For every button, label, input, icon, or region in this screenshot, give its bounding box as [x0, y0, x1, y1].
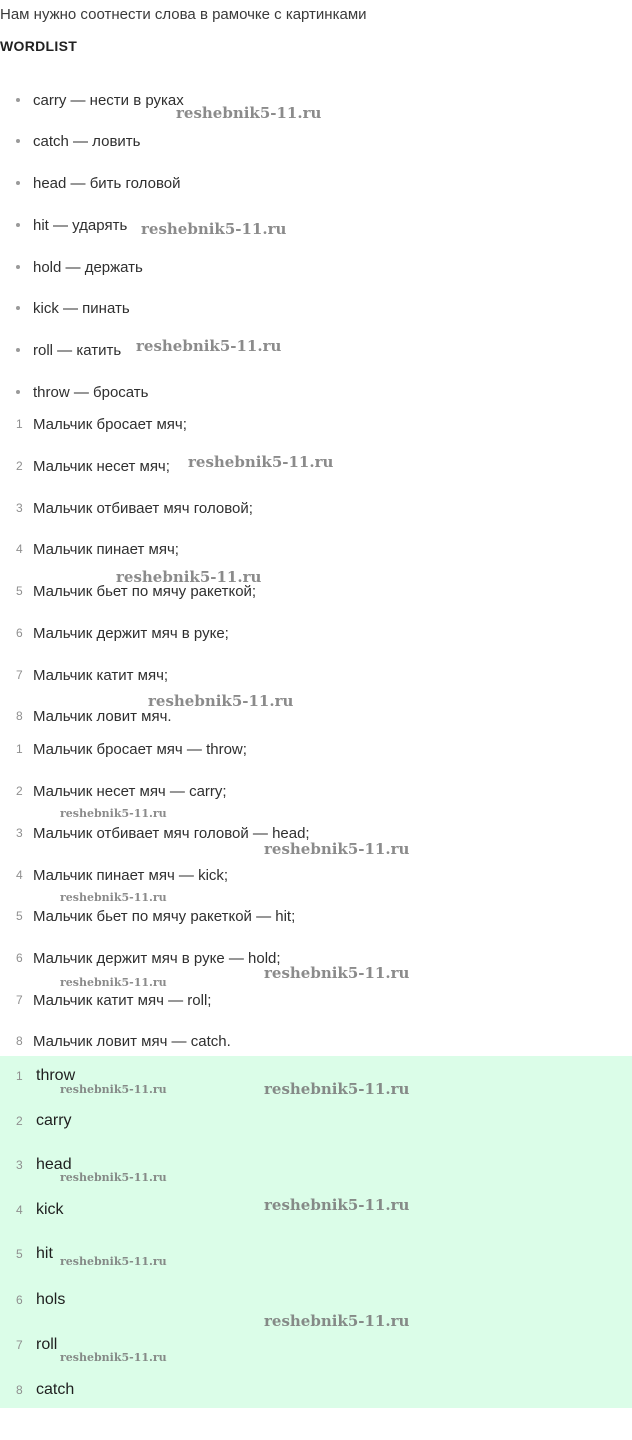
- answer-item: [0, 1110, 72, 1132]
- match-item: [0, 738, 247, 760]
- answer-block: [0, 1056, 632, 1408]
- item-number: 4: [16, 868, 23, 882]
- match-text: Мальчик держит мяч в руке — hold;: [33, 949, 281, 967]
- wordlist-item-text: head — бить головой: [33, 174, 181, 192]
- answer-item: [0, 1243, 53, 1265]
- item-number: 8: [16, 1034, 23, 1048]
- item-number: 5: [16, 1247, 23, 1261]
- answer-item: [0, 1379, 74, 1401]
- wordlist-item: [0, 339, 121, 361]
- item-number: 2: [16, 1114, 23, 1128]
- bullet-icon: [0, 265, 33, 269]
- item-number: 8: [16, 709, 23, 723]
- watermark: reshebnik5-11.ru: [264, 1196, 410, 1214]
- sentence-text: Мальчик бросает мяч;: [33, 415, 187, 433]
- bullet-icon: [0, 181, 33, 185]
- bullet-icon: [0, 390, 33, 394]
- sentence-item: [0, 622, 229, 644]
- item-number: 5: [16, 909, 23, 923]
- match-item: [0, 905, 295, 927]
- sentence-text: Мальчик бьет по мячу ракеткой;: [33, 582, 257, 600]
- sentence-text: Мальчик отбивает мяч головой;: [33, 499, 253, 517]
- item-number: 6: [16, 626, 23, 640]
- wordlist-item: [0, 256, 143, 278]
- intro-text: Нам нужно соотнести слова в рамочке с картинками: [0, 6, 367, 23]
- item-number: 4: [16, 1203, 23, 1217]
- match-item: [0, 947, 281, 969]
- wordlist-item-text: hold — держать: [33, 258, 143, 276]
- wordlist-item: [0, 297, 130, 319]
- item-number: 1: [16, 742, 23, 756]
- match-item: [0, 822, 310, 844]
- item-number: 3: [16, 501, 23, 515]
- answer-text: throw: [36, 1067, 76, 1084]
- match-text: Мальчик несет мяч — carry;: [33, 782, 227, 800]
- watermark: reshebnik5-11.ru: [264, 840, 410, 858]
- match-text: Мальчик бьет по мячу ракеткой — hit;: [33, 907, 296, 925]
- watermark: reshebnik5-11.ru: [188, 453, 334, 471]
- wordlist-item: [0, 172, 180, 194]
- watermark: reshebnik5-11.ru: [60, 1171, 167, 1184]
- item-number: 7: [16, 668, 23, 682]
- bullet-icon: [0, 223, 33, 227]
- sentence-item: [0, 664, 168, 686]
- watermark: reshebnik5-11.ru: [116, 568, 262, 586]
- match-item: [0, 780, 227, 802]
- match-text: Мальчик пинает мяч — kick;: [33, 866, 229, 884]
- watermark: reshebnik5-11.ru: [264, 964, 410, 982]
- answer-item: [0, 1065, 75, 1087]
- watermark: reshebnik5-11.ru: [60, 891, 167, 904]
- item-number: 3: [16, 1158, 23, 1172]
- match-text: Мальчик катит мяч — roll;: [33, 991, 212, 1009]
- sentence-text: Мальчик катит мяч;: [33, 666, 169, 684]
- sentence-item: [0, 413, 187, 435]
- bullet-icon: [0, 348, 33, 352]
- sentence-item: [0, 455, 170, 477]
- sentence-item: [0, 580, 256, 602]
- answer-item: [0, 1289, 65, 1311]
- wordlist-item: [0, 381, 149, 403]
- bullet-icon: [0, 139, 33, 143]
- watermark: reshebnik5-11.ru: [60, 807, 167, 820]
- wordlist-item: [0, 89, 184, 111]
- item-number: 3: [16, 826, 23, 840]
- answer-item: [0, 1154, 72, 1176]
- wordlist-item: [0, 214, 127, 236]
- item-number: 4: [16, 542, 23, 556]
- wordlist-item-text: roll — катить: [33, 341, 122, 359]
- match-text: Мальчик отбивает мяч головой — head;: [33, 824, 310, 842]
- sentence-text: Мальчик несет мяч;: [33, 457, 170, 475]
- answer-item: [0, 1199, 64, 1221]
- match-item: [0, 989, 211, 1011]
- answer-text: roll: [36, 1336, 58, 1353]
- sentence-item: [0, 538, 179, 560]
- answer-text: catch: [36, 1381, 75, 1398]
- match-text: Мальчик бросает мяч — throw;: [33, 740, 247, 758]
- bullet-icon: [0, 306, 33, 310]
- match-text: Мальчик ловит мяч — catch.: [33, 1032, 231, 1050]
- item-number: 1: [16, 417, 23, 431]
- watermark: reshebnik5-11.ru: [148, 692, 294, 710]
- sentence-item: [0, 497, 253, 519]
- item-number: 6: [16, 951, 23, 965]
- wordlist-item-text: hit — ударять: [33, 216, 128, 234]
- item-number: 2: [16, 459, 23, 473]
- watermark: reshebnik5-11.ru: [60, 1083, 167, 1096]
- item-number: 2: [16, 784, 23, 798]
- answer-text: carry: [36, 1112, 72, 1129]
- sentence-text: Мальчик ловит мяч.: [33, 707, 172, 725]
- watermark: reshebnik5-11.ru: [176, 104, 322, 122]
- wordlist-item-text: kick — пинать: [33, 299, 130, 317]
- sentence-text: Мальчик держит мяч в руке;: [33, 624, 229, 642]
- wordlist-heading: WORDLIST: [0, 38, 78, 54]
- watermark: reshebnik5-11.ru: [136, 337, 282, 355]
- match-item: [0, 1030, 231, 1052]
- item-number: 7: [16, 993, 23, 1007]
- sentence-text: Мальчик пинает мяч;: [33, 540, 179, 558]
- item-number: 7: [16, 1338, 23, 1352]
- watermark: reshebnik5-11.ru: [60, 1255, 167, 1268]
- item-number: 6: [16, 1293, 23, 1307]
- answer-item: [0, 1334, 57, 1356]
- watermark: reshebnik5-11.ru: [264, 1312, 410, 1330]
- answer-text: head: [36, 1156, 72, 1173]
- item-number: 5: [16, 584, 23, 598]
- item-number: 1: [16, 1069, 23, 1083]
- match-item: [0, 864, 228, 886]
- wordlist-item-text: catch — ловить: [33, 132, 141, 150]
- watermark: reshebnik5-11.ru: [60, 1351, 167, 1364]
- wordlist-item-text: throw — бросать: [33, 383, 149, 401]
- wordlist-item: [0, 130, 140, 152]
- answer-text: hit: [36, 1245, 53, 1262]
- bullet-icon: [0, 98, 33, 102]
- watermark: reshebnik5-11.ru: [264, 1080, 410, 1098]
- sentence-item: [0, 705, 172, 727]
- watermark: reshebnik5-11.ru: [141, 220, 287, 238]
- wordlist-item-text: carry — нести в руках: [33, 91, 184, 109]
- watermark: reshebnik5-11.ru: [60, 976, 167, 989]
- answer-text: hols: [36, 1291, 66, 1308]
- answer-text: kick: [36, 1201, 64, 1218]
- item-number: 8: [16, 1383, 23, 1397]
